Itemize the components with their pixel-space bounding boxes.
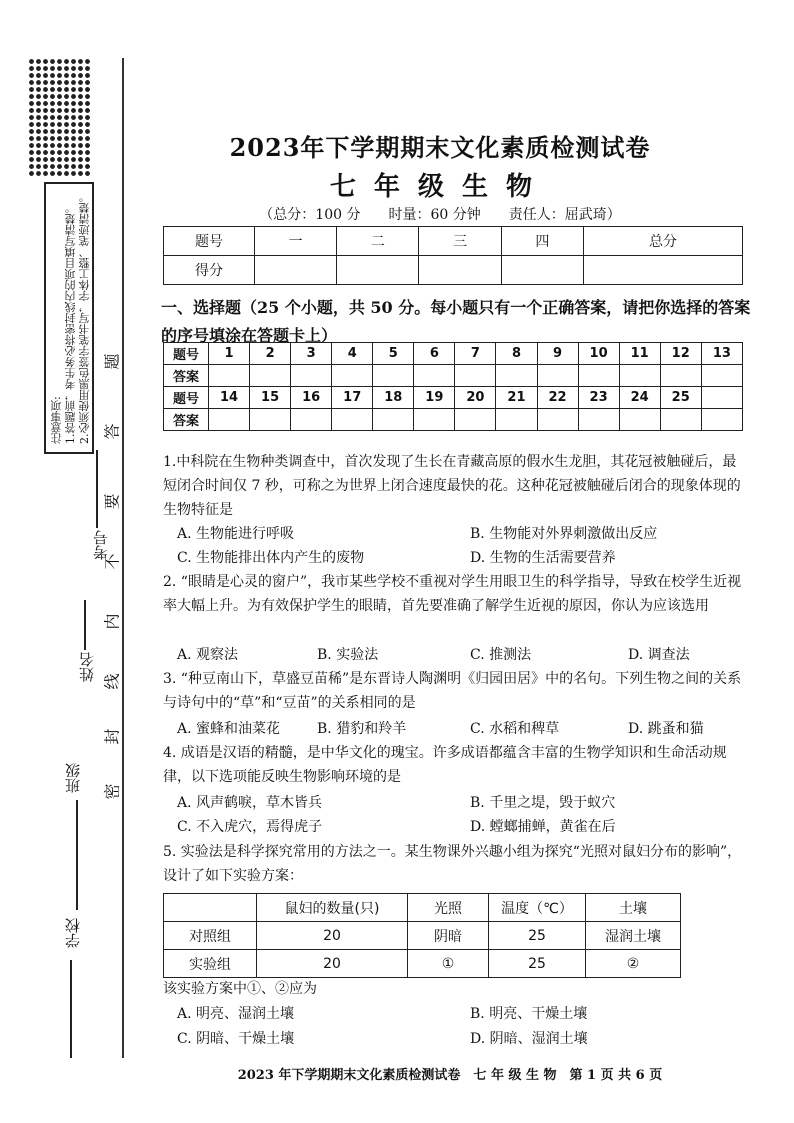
question-4-option-b[interactable]: B. 千里之堤，毁于蚁穴: [470, 795, 616, 811]
score-input-cell[interactable]: [419, 256, 501, 285]
question-5-stem: 5. 实验法是科学探究常用的方法之一。某生物课外兴趣小组为探究“光照对鼠妇分布的影响”，设计了如下实验方案：: [163, 844, 742, 884]
table-cell: 温度（℃）: [489, 894, 586, 922]
table-cell: 25: [489, 922, 586, 950]
answer-cell[interactable]: [496, 365, 537, 387]
answer-cell[interactable]: [619, 365, 660, 387]
table-cell: 得分: [164, 256, 255, 285]
answer-cell[interactable]: [209, 409, 250, 431]
answer-cell[interactable]: [660, 365, 701, 387]
table-cell: 总分: [583, 227, 742, 256]
table-cell: 11: [619, 343, 660, 365]
answer-cell[interactable]: [414, 409, 455, 431]
field-name-label: 姓名: [78, 652, 96, 682]
answer-cell[interactable]: [455, 409, 496, 431]
table-cell: 3: [291, 343, 332, 365]
answer-cell[interactable]: [701, 365, 742, 387]
table-cell: 鼠妇的数量(只): [257, 894, 408, 922]
table-cell: 2: [250, 343, 291, 365]
table-cell: 三: [419, 227, 501, 256]
answer-cell[interactable]: [250, 409, 291, 431]
question-1-option-d[interactable]: D. 生物的生活需要营养: [470, 550, 616, 566]
answer-cell[interactable]: [332, 409, 373, 431]
answer-cell[interactable]: [291, 365, 332, 387]
question-4-stem: 4. 成语是汉语的精髓，是中华文化的瑰宝。许多成语都蕴含丰富的生物学知识和生命活动规律，以下选项能反映生物影响环境的是: [163, 745, 727, 785]
table-cell: 20: [257, 950, 408, 978]
seal-char: 要: [102, 493, 122, 510]
answer-cell[interactable]: [537, 409, 578, 431]
table-cell: 15: [250, 387, 291, 409]
answer-cell[interactable]: [332, 365, 373, 387]
notice-text: [50, 188, 92, 444]
table-cell: ①: [408, 950, 489, 978]
question-1-stem: 1.中科院在生物种类调查中，首次发现了生长在青藏高原的假水生龙胆，其花冠被触碰后，最短闭合时间仅 7 秒，可称之为世界上闭合速度最快的花。这种花冠被触碰后闭合的现象体现的生物特征是: [163, 454, 741, 518]
answer-cell[interactable]: [291, 409, 332, 431]
question-3-option-c[interactable]: C. 水稻和稗草: [470, 721, 560, 737]
table-cell: 答案: [164, 409, 209, 431]
seal-char: 内: [102, 613, 122, 630]
answer-cell[interactable]: [250, 365, 291, 387]
table-cell: 12: [660, 343, 701, 365]
answer-cell[interactable]: [701, 409, 742, 431]
question-3-option-b[interactable]: B. 猎豹和羚羊: [317, 721, 407, 737]
binding-line: [122, 58, 124, 1058]
table-cell: [701, 387, 742, 409]
experiment-header-row: [164, 894, 681, 922]
binding-dot-pattern: [28, 58, 90, 176]
table-cell: 19: [414, 387, 455, 409]
table-cell: 16: [291, 387, 332, 409]
table-cell: 四: [501, 227, 583, 256]
table-cell: 10: [578, 343, 619, 365]
question-2-option-b[interactable]: B. 实验法: [317, 647, 379, 663]
answer-cell[interactable]: [209, 365, 250, 387]
table-cell: ②: [586, 950, 681, 978]
table-cell: 13: [701, 343, 742, 365]
seal-char: 题: [102, 353, 122, 370]
question-2-option-a[interactable]: A. 观察法: [177, 647, 239, 663]
table-cell: 5: [373, 343, 414, 365]
answer-cell[interactable]: [660, 409, 701, 431]
answer-cell[interactable]: [373, 409, 414, 431]
table-cell: 二: [337, 227, 419, 256]
question-5-prompt: 该实验方案中①、②应为: [163, 981, 317, 997]
field-number-line: [96, 450, 98, 528]
table-cell: 土壤: [586, 894, 681, 922]
page-subtitle: 七年级生物: [329, 172, 550, 202]
seal-line-text: [103, 350, 123, 820]
table-cell: 23: [578, 387, 619, 409]
table-cell: 光照: [408, 894, 489, 922]
table-cell: 20: [455, 387, 496, 409]
answer-cell[interactable]: [496, 409, 537, 431]
answer-cell[interactable]: [578, 365, 619, 387]
notice-item-2: 2.必须使用黑色签字笔书写，字体工整、笔迹清楚。: [78, 191, 91, 444]
table-cell: 4: [332, 343, 373, 365]
table-cell: 25: [489, 950, 586, 978]
table-cell: 22: [537, 387, 578, 409]
question-5-option-a[interactable]: A. 明亮、湿润土壤: [177, 1006, 295, 1022]
field-school-label: 学校: [64, 918, 82, 948]
table-cell: 对照组: [164, 922, 257, 950]
question-4-option-d[interactable]: D. 螳螂捕蝉，黄雀在后: [470, 819, 616, 835]
question-1-option-a[interactable]: A. 生物能进行呼吸: [177, 526, 295, 542]
table-cell: 题号: [164, 227, 255, 256]
table-cell: 18: [373, 387, 414, 409]
table-cell: 阴暗: [408, 922, 489, 950]
question-5-option-c[interactable]: C. 阴暗、干燥土壤: [177, 1031, 295, 1047]
question-2-option-d[interactable]: D. 调查法: [628, 647, 690, 663]
question-3-option-a[interactable]: A. 蜜蜂和油菜花: [177, 721, 281, 737]
experiment-table: [163, 893, 681, 978]
table-cell: 6: [414, 343, 455, 365]
question-1-option-b[interactable]: B. 生物能对外界刺激做出反应: [470, 526, 658, 542]
score-input-cell[interactable]: [583, 256, 742, 285]
answer-cell[interactable]: [537, 365, 578, 387]
question-5-option-b[interactable]: B. 明亮、干燥土壤: [470, 1006, 588, 1022]
answer-number-row: [164, 387, 743, 409]
score-table: [163, 226, 743, 285]
table-cell: 7: [455, 343, 496, 365]
table-cell: 24: [619, 387, 660, 409]
question-5-option-d[interactable]: D. 阴暗、湿润土壤: [470, 1031, 588, 1047]
section-heading: 一、选择题（25 个小题，共 50 分。每小题只有一个正确答案，请把你选择的答案的序号填涂在答题卡上）: [161, 298, 751, 345]
seal-char: 封: [102, 728, 122, 745]
answer-cell[interactable]: [619, 409, 660, 431]
table-row: [164, 950, 681, 978]
seal-char: 不: [102, 553, 122, 570]
exam-info: （总分：100 分 时量：60 分钟 责任人：屈武琦）: [259, 207, 621, 223]
table-cell: 17: [332, 387, 373, 409]
answer-cell[interactable]: [455, 365, 496, 387]
answer-row: [164, 409, 743, 431]
page-title: 2023年下学期期末文化素质检测试卷: [229, 133, 651, 162]
question-4-option-c[interactable]: C. 不入虎穴，焉得虎子: [177, 819, 323, 835]
question-2-stem: 2. “眼睛是心灵的窗户”，我市某些学校不重视对学生用眼卫生的科学指导，导致在校学生近视率大幅上升。为有效保护学生的眼睛，首先要准确了解学生近视的原因，你认为应该选用: [163, 574, 742, 614]
notice-item-1: 1.答题前，考生务必将密封线内的项目填写清楚。: [64, 202, 77, 444]
score-input-cell[interactable]: [255, 256, 337, 285]
table-cell: 14: [209, 387, 250, 409]
table-cell: 题号: [164, 343, 209, 365]
field-name-line: [84, 600, 86, 650]
field-class-line: [76, 800, 78, 910]
score-input-cell[interactable]: [337, 256, 419, 285]
table-cell: 1: [209, 343, 250, 365]
question-2-option-c[interactable]: C. 推测法: [470, 647, 532, 663]
table-cell: 答案: [164, 365, 209, 387]
table-cell: 湿润土壤: [586, 922, 681, 950]
seal-char: 密: [102, 783, 122, 800]
table-cell: 25: [660, 387, 701, 409]
table-cell: 20: [257, 922, 408, 950]
notice-title: 注意事项:: [50, 396, 63, 444]
table-row: [164, 922, 681, 950]
seal-char: 线: [102, 673, 122, 690]
score-header-row: [164, 227, 743, 256]
question-3-stem: 3. “种豆南山下，草盛豆苗稀”是东晋诗人陶渊明《归园田居》中的名句。下列生物之间的关系与诗句中的“草”和“豆苗”的关系相同的是: [163, 671, 742, 711]
answer-cell[interactable]: [373, 365, 414, 387]
table-cell: 实验组: [164, 950, 257, 978]
seal-char: 答: [102, 423, 122, 440]
question-3-option-d[interactable]: D. 跳蚤和猫: [628, 721, 704, 737]
table-cell: 一: [255, 227, 337, 256]
answer-number-row: [164, 343, 743, 365]
answer-cell[interactable]: [578, 409, 619, 431]
answer-cell[interactable]: [414, 365, 455, 387]
table-cell: 题号: [164, 387, 209, 409]
score-input-cell[interactable]: [501, 256, 583, 285]
table-cell: [164, 894, 257, 922]
table-cell: 8: [496, 343, 537, 365]
field-number-label: 考号: [92, 530, 110, 560]
page-footer: 2023 年下学期期末文化素质检测试卷 七 年 级 生 物 第 1 页 共 6 页: [237, 1068, 663, 1083]
table-cell: 21: [496, 387, 537, 409]
question-1-option-c[interactable]: C. 生物能排出体内产生的废物: [177, 550, 365, 566]
score-value-row: [164, 256, 743, 285]
question-4-option-a[interactable]: A. 风声鹤唳，草木皆兵: [177, 795, 323, 811]
answer-row: [164, 365, 743, 387]
answer-table: [163, 342, 743, 431]
table-cell: 9: [537, 343, 578, 365]
field-class-label: 班级: [64, 763, 82, 793]
field-school-line: [70, 960, 72, 1058]
